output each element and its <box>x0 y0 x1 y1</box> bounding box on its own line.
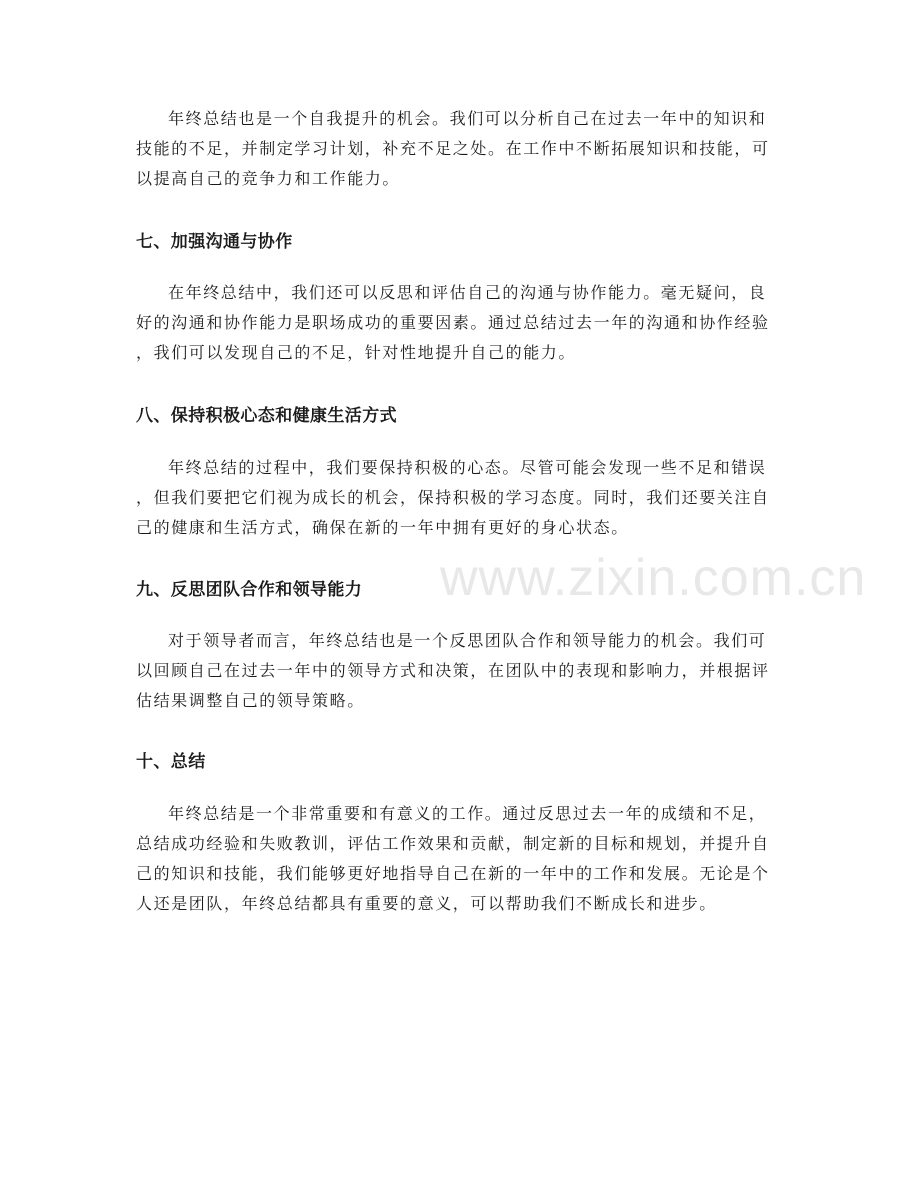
paragraph-line: 人还是团队，年终总结都具有重要的意义，可以帮助我们不断成长和进步。 <box>136 894 717 913</box>
paragraph-line: 在年终总结中，我们还可以反思和评估自己的沟通与协作能力。毫无疑问，良 <box>168 283 767 302</box>
paragraph-line: 以回顾自己在过去一年中的领导方式和决策，在团队中的表现和影响力，并根据评 <box>136 661 770 680</box>
paragraph-line: 己的健康和生活方式，确保在新的一年中拥有更好的身心状态。 <box>136 518 629 537</box>
paragraph-line: 对于领导者而言，年终总结也是一个反思团队合作和领导能力的机会。我们可 <box>168 631 767 650</box>
paragraph-line: 己的知识和技能，我们能够更好地指导自己在新的一年中的工作和发展。无论是个 <box>136 864 770 883</box>
section-heading-9: 九、反思团队合作和领导能力 <box>136 580 363 600</box>
section-heading-7: 七、加强沟通与协作 <box>136 232 293 252</box>
section-heading-10: 十、总结 <box>136 752 206 772</box>
paragraph-line: ，我们可以发现自己的不足，针对性地提升自己的能力。 <box>136 343 577 362</box>
paragraph-positive-mindset <box>136 453 788 543</box>
paragraph-line: 技能的不足，并制定学习计划，补充不足之处。在工作中不断拓展知识和技能，可 <box>136 139 770 158</box>
paragraph-leadership <box>136 626 788 716</box>
paragraph-line: 年终总结的过程中，我们要保持积极的心态。尽管可能会发现一些不足和错误 <box>168 458 767 477</box>
paragraph-line: ，但我们要把它们视为成长的机会，保持积极的学习态度。同时，我们还要关注自 <box>136 488 770 507</box>
paragraph-line: 好的沟通和协作能力是职场成功的重要因素。通过总结过去一年的沟通和协作经验 <box>136 313 770 332</box>
section-heading-8: 八、保持积极心态和健康生活方式 <box>136 406 397 426</box>
paragraph-self-improvement <box>136 104 788 194</box>
watermark: www.zixin.com.cn <box>440 549 867 607</box>
paragraph-communication <box>136 278 788 368</box>
paragraph-summary <box>136 799 788 919</box>
paragraph-line: 以提高自己的竞争力和工作能力。 <box>136 169 401 188</box>
paragraph-line: 年终总结也是一个自我提升的机会。我们可以分析自己在过去一年中的知识和 <box>168 109 767 128</box>
paragraph-line: 年终总结是一个非常重要和有意义的工作。通过反思过去一年的成绩和不足， <box>168 804 767 823</box>
paragraph-line: 估结果调整自己的领导策略。 <box>136 691 365 710</box>
paragraph-line: 总结成功经验和失败教训，评估工作效果和贡献，制定新的目标和规划，并提升自 <box>136 834 770 853</box>
